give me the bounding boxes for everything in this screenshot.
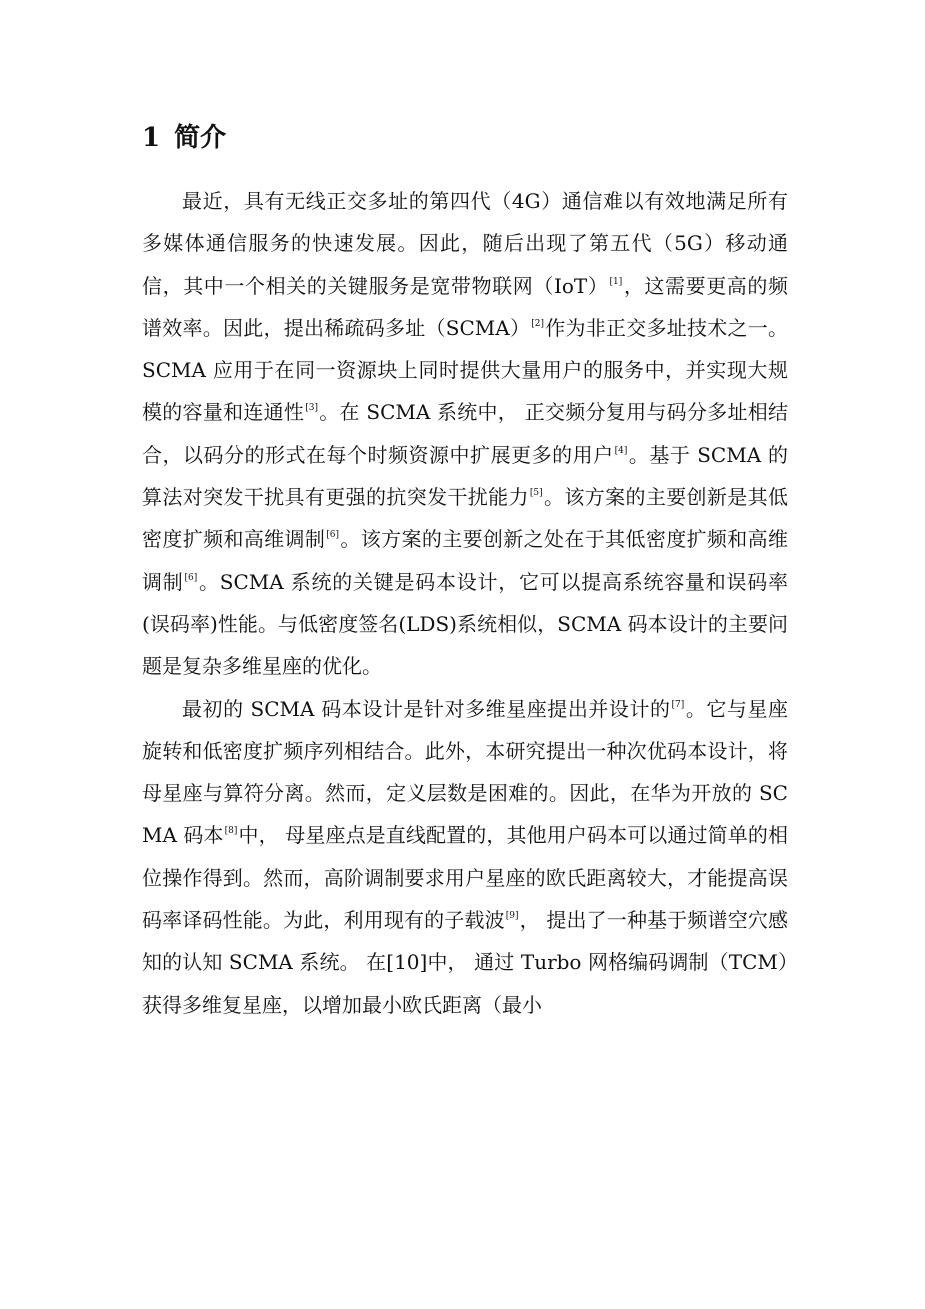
text-run: 作为非正交多址技术之一。 SCMA 应用于在同一资源块上同时提供大量用户的服务中，并实现大规模的容量和连通性 [142,315,788,425]
citation-ref: [5] [529,488,543,499]
text-run: 。它与星座旋转和低密度扩频序列相结合。此外，本研究提出一种次优码本设计，将母星座与算符分离。然而，定义层数是困难的。因此，在华为开放的 SCMA 码本 [142,696,789,848]
citation-ref: [4] [614,445,628,456]
text-run: ，这需要更高的频谱效率。因此，提出稀疏码多址（SCMA） [142,273,789,340]
section-heading [142,116,226,160]
citation-ref: [1] [609,276,623,287]
citation-ref: [3] [305,403,318,414]
citation-ref: [6] [184,572,198,583]
text-run: 最初的 SCMA 码本设计是针对多维星座提出并设计的 [182,696,671,721]
text-run: 。在 SCMA 系统中， 正交频分复用与码分多址相结合，以码分的形式在每个时频资源中扩展更多的用户 [142,400,789,467]
section-number: 1 [142,123,161,153]
text-run: 。该方案的主要创新是其低密度扩频和高维调制 [142,485,789,552]
body-text [142,180,788,1026]
citation-ref: [7] [671,699,685,710]
text-run: 。基于 SCMA 的算法对突发干扰具有更强的抗突发干扰能力 [142,442,789,510]
paragraph-1 [142,180,788,688]
citation-ref: [2] [531,318,544,329]
paragraph-2 [142,688,788,1026]
citation-ref: [8] [224,826,238,837]
citation-ref: [9] [505,911,519,922]
citation-ref: [6] [326,530,340,541]
section-title: 简介 [174,123,227,153]
text-run: 。该方案的主要创新之处在于其低密度扩频和高维调制 [142,527,789,594]
text-run: 最近，具有无线正交多址的第四代（4G）通信难以有效地满足所有多媒体通信服务的快速发展。因此，随后出现了第五代（5G）移动通信，其中一个相关的关键服务是宽带物联网（IoT） [142,189,788,298]
text-run: 中， 母星座点是直线配置的，其他用户码本可以通过简单的相位操作得到。然而，高阶调制要求用户星座的欧氏距离较大，才能提高误码率译码性能。为此，利用现有的子载波 [142,823,789,933]
text-run: 。SCMA 系统的关键是码本设计，它可以提高系统容量和误码率(误码率)性能。与低密度签名(LDS)系统相似，SCMA 码本设计的主要问题是复杂多维星座的优化。 [142,569,788,679]
text-run: ， 提出了一种基于频谱空穴感知的认知 SCMA 系统。 在[10]中， 通过 Turbo 网格编码调制（TCM）获得多维复星座，以增加最小欧氏距离（最小 [142,908,789,1017]
